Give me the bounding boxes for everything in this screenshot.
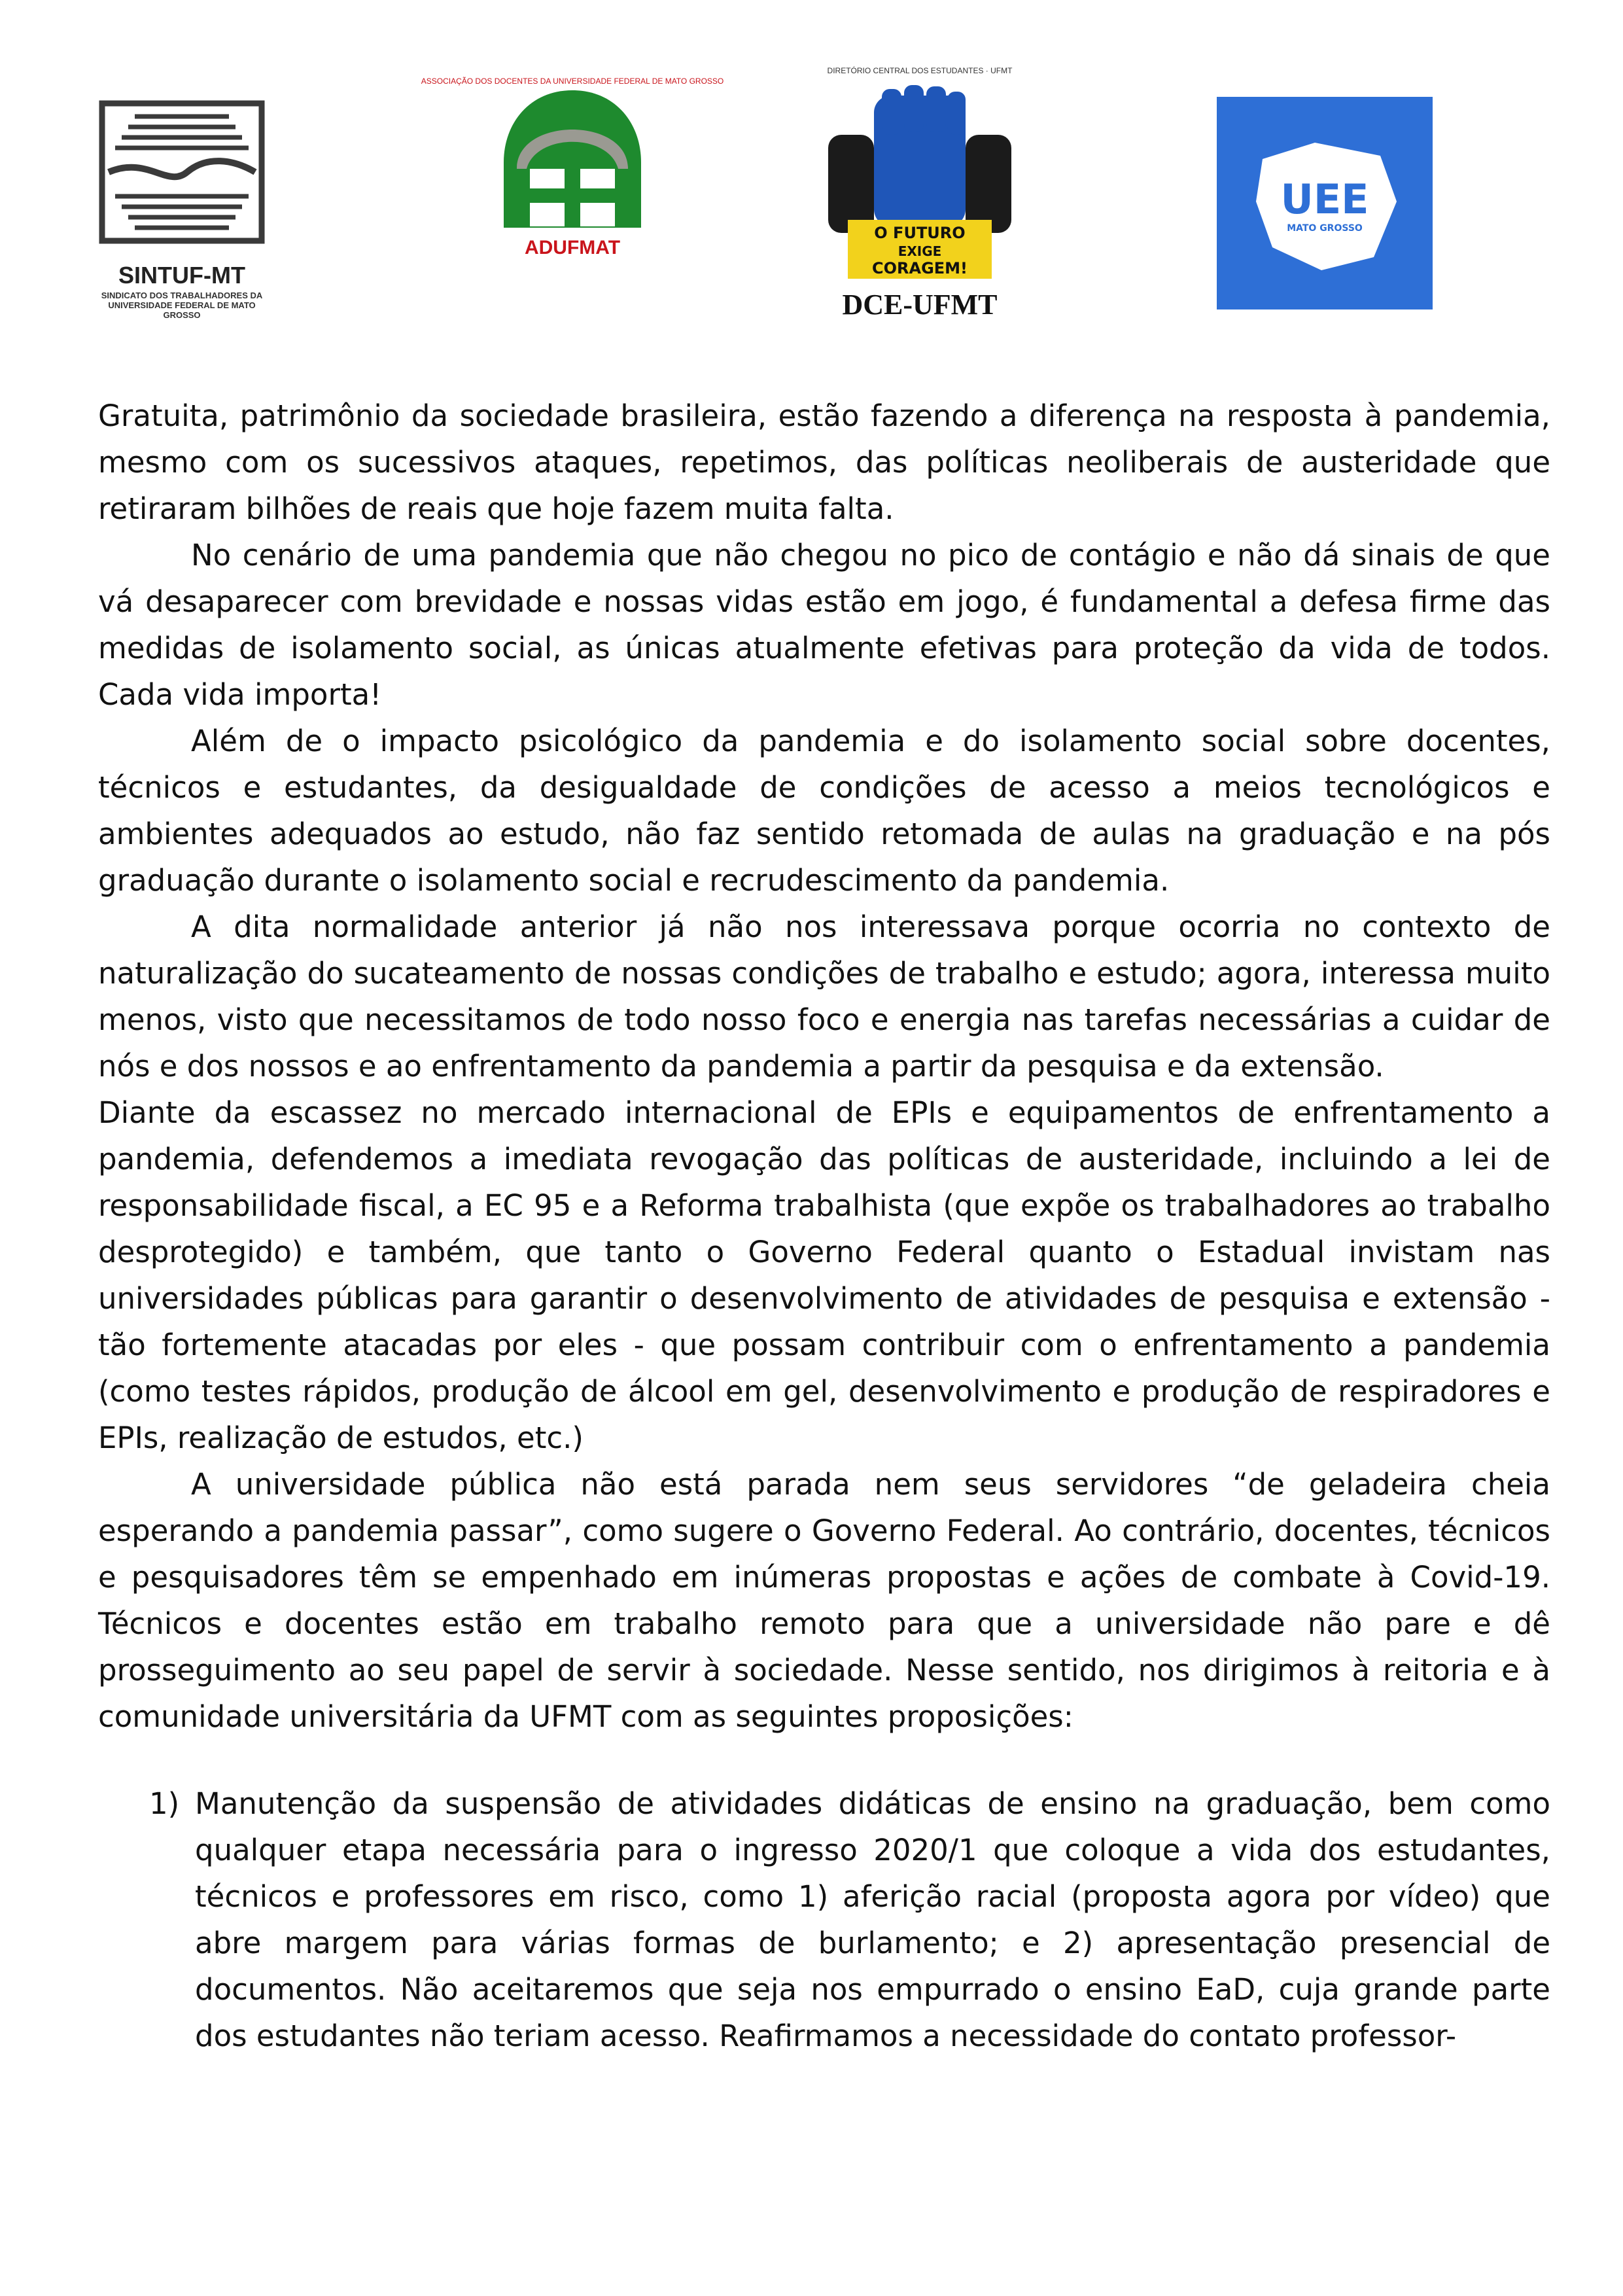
list-item-text: Manutenção da suspensão de atividades didáticas de ensino na graduação, bem como qualquer etapa necessária para o ingresso 2020/1 que coloque a vida dos estudantes, técnicos e professores em risco, como 1) aferição racial (proposta agora por vídeo) que abre margem para várias formas de burlamento; e 2) apresentação presencial de documentos. Não aceitaremos que seja nos empurrado o ensino EaD, cuja grande parte dos estudantes não teriam acesso. Reafirmamos a necessidade do contato professor- <box>195 1786 1550 2053</box>
paragraph: No cenário de uma pandemia que não chegou no pico de contágio e não dá sinais de que vá desaparecer com brevidade e nossas vidas estão em jogo, é fundamental a defesa firme das medidas de isolamento social, as únicas atualmente efetivas para proteção da vida de todos. Cada vida importa! <box>98 538 1550 712</box>
dce-name: DCE-UFMT <box>842 289 998 321</box>
list-item-number: 1) <box>149 1786 180 1821</box>
proposals-list <box>98 1780 1550 2059</box>
dce-ufmt-logo <box>809 56 1031 325</box>
dce-ring-text: DIRETÓRIO CENTRAL DOS ESTUDANTES · UFMT <box>827 66 1013 75</box>
dce-banner-line-2: EXIGE <box>898 243 942 259</box>
raised-fists-icon <box>809 56 1031 285</box>
document-body <box>98 393 1550 2059</box>
sintuf-mt-logo <box>96 97 268 319</box>
adufmat-logo <box>421 71 724 267</box>
dce-banner-line-3: CORAGEM! <box>872 259 968 277</box>
dce-banner-line-1: O FUTURO <box>874 224 966 242</box>
paragraph: Gratuita, patrimônio da sociedade brasileira, estão fazendo a diferença na resposta à pandemia, mesmo com os sucessivos ataques, repetimos, das políticas neoliberais de austeridade que retiraram bilhões de reais que hoje fazem muita falta. <box>98 398 1550 526</box>
uee-name: UEE <box>1280 175 1369 223</box>
paragraph: A dita normalidade anterior já não nos interessava porque ocorria no contexto de naturalização do sucateamento de nossas condições de trabalho e estudo; agora, interessa muito menos, visto que necessitamos de todo nosso foco e energia nas tarefas necessárias a cuidar de nós e dos nossos e ao enfrentamento da pandemia a partir da pesquisa e da extensão. <box>98 910 1550 1084</box>
uee-subtitle: MATO GROSSO <box>1287 223 1363 234</box>
paragraph: Além de o impacto psicológico da pandemia e do isolamento social sobre docentes, técnicos e estudantes, da desigualdade de condições de acesso a meios tecnológicos e ambientes adequados ao estudo, não faz sentido retomada de aulas na graduação e na pós graduação durante o isolamento social e recrudescimento da pandemia. <box>98 724 1550 898</box>
paragraph: Diante da escassez no mercado internacional de EPIs e equipamentos de enfrentamento a pandemia, defendemos a imediata revogação das políticas de austeridade, incluindo a lei de responsabilidade fiscal, a EC 95 e a Reforma trabalhista (que expõe os trabalhadores ao trabalho desprotegido) e também, que tanto o Governo Federal quanto o Estadual invistam nas universidades públicas para garantir o desenvolvimento de atividades de pesquisa e extensão - tão fortemente atacadas por eles - que possam contribuir com o enfrentamento a pandemia (como testes rápidos, produção de álcool em gel, desenvolvimento e produção de respiradores e EPIs, realização de estudos, etc.) <box>98 1095 1550 1455</box>
list-item <box>98 1780 1550 2059</box>
sintuf-emblem-icon <box>96 97 268 260</box>
uee-mato-grosso-logo <box>1217 97 1433 309</box>
adufmat-ring-text: ASSOCIAÇÃO DOS DOCENTES DA UNIVERSIDADE FEDERAL DE MATO GROSSO <box>421 77 724 86</box>
paragraph: A universidade pública não está parada nem seus servidores “de geladeira cheia esperando a pandemia passar”, como sugere o Governo Federal. Ao contrário, docentes, técnicos e pesquisadores têm se empenhado em inúmeras propostas e ações de combate à Covid-19. Técnicos e docentes estão em trabalho remoto para que a universidade não pare e dê prosseguimento ao seu papel de servir à sociedade. Nesse sentido, nos dirigimos à reitoria e à comunidade universitária da UFMT com as seguintes proposições: <box>98 1467 1550 1734</box>
sintuf-name: SINTUF-MT <box>118 262 245 289</box>
sintuf-subtitle: SINDICATO DOS TRABALHADORES DA UNIVERSIDADE FEDERAL DE MATO GROSSO <box>101 291 263 320</box>
mato-grosso-map-icon <box>1217 97 1433 309</box>
adufmat-name: ADUFMAT <box>524 237 621 258</box>
